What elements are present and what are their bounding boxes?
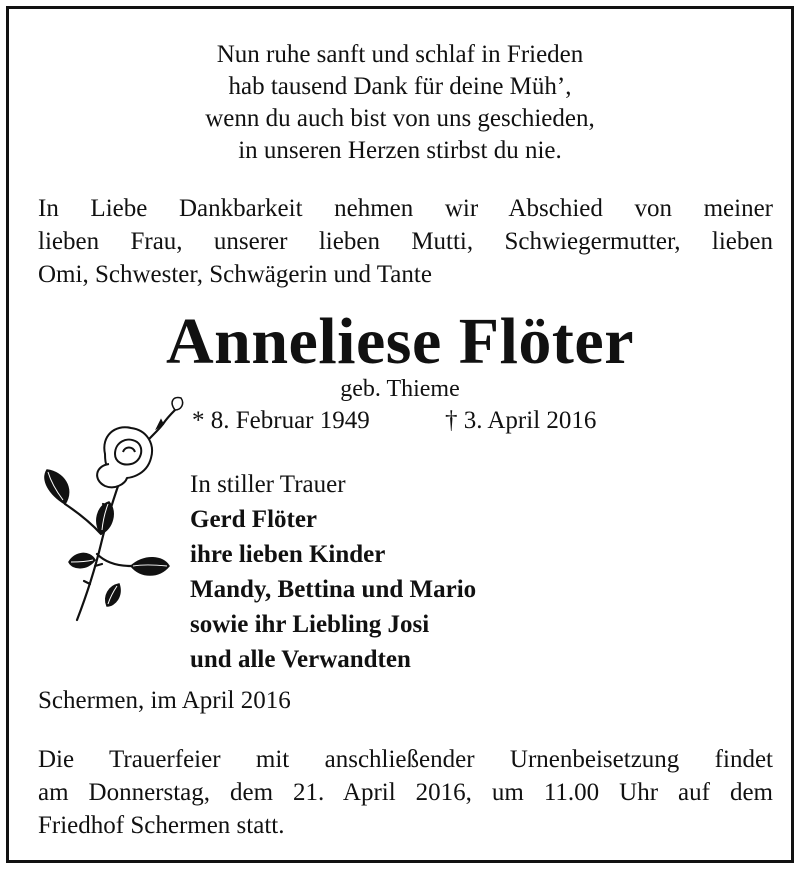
- rose-icon: [35, 394, 205, 634]
- service-line: Friedhof Schermen statt.: [38, 812, 285, 839]
- deceased-name: Anneliese Flöter: [165, 305, 635, 378]
- mourning-heading: In stiller Trauer: [190, 471, 346, 498]
- funeral-service-info: [38, 743, 773, 842]
- memorial-poem: [9, 39, 791, 167]
- mourners-block: [190, 467, 476, 677]
- poem-line: hab tausend Dank für deine Müh’,: [228, 73, 572, 100]
- mourner-line: und alle Verwandten: [190, 646, 411, 673]
- poem-line: Nun ruhe sanft und schlaf in Frieden: [216, 41, 584, 68]
- intro-line: In Liebe Dankbarkeit nehmen wir Abschied von meiner: [38, 195, 773, 222]
- mourner-line: Gerd Flöter: [190, 506, 318, 533]
- intro-line: Omi, Schwester, Schwägerin und Tante: [38, 261, 432, 288]
- birth-date: * 8. Februar 1949: [192, 407, 370, 434]
- poem-line: in unseren Herzen stirbst du nie.: [238, 137, 562, 164]
- service-line: am Donnerstag, dem 21. April 2016, um 11.00 Uhr auf dem: [38, 779, 773, 806]
- place-date: Schermen, im April 2016: [38, 687, 291, 714]
- obituary-notice: [6, 6, 794, 863]
- death-date: † 3. April 2016: [445, 407, 597, 434]
- mourner-line: ihre lieben Kinder: [190, 541, 386, 568]
- service-line: Die Trauerfeier mit anschließender Urnenbeisetzung findet: [38, 746, 773, 773]
- mourner-line: sowie ihr Liebling Josi: [190, 611, 430, 638]
- intro-line: lieben Frau, unserer lieben Mutti, Schwiegermutter, lieben: [38, 228, 773, 255]
- maiden-name: geb. Thieme: [340, 376, 460, 402]
- poem-line: wenn du auch bist von uns geschieden,: [205, 105, 595, 132]
- farewell-intro: [38, 192, 773, 291]
- mourner-line: Mandy, Bettina und Mario: [190, 576, 477, 603]
